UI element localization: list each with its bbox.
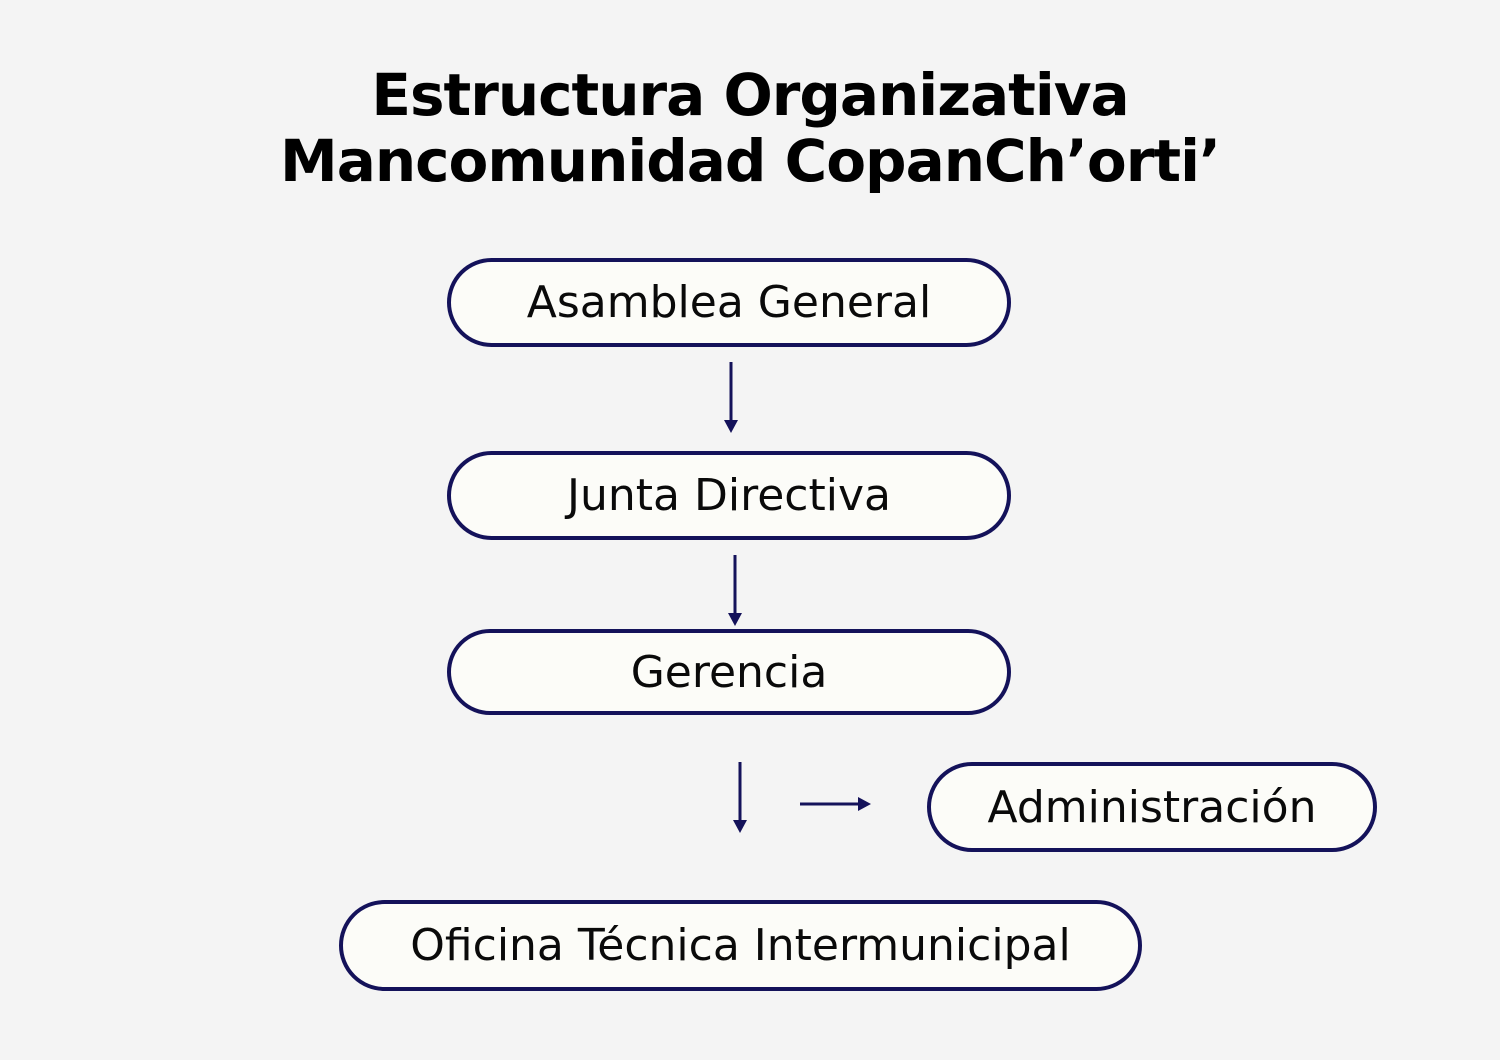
node-administracion: Administración bbox=[927, 762, 1377, 852]
node-junta-directiva: Junta Directiva bbox=[447, 451, 1011, 540]
node-asamblea-general: Asamblea General bbox=[447, 258, 1011, 347]
node-oficina-tecnica: Oficina Técnica Intermunicipal bbox=[339, 900, 1142, 991]
arrow-gerencia-to-oficina bbox=[733, 762, 747, 833]
title-line-1: Estructura Organizativa bbox=[371, 61, 1129, 129]
arrow-junta-to-gerencia bbox=[728, 555, 742, 626]
node-gerencia: Gerencia bbox=[447, 629, 1011, 715]
title-line-2: Mancomunidad CopanCh’orti’ bbox=[280, 127, 1220, 195]
arrow-to-administracion bbox=[800, 797, 871, 811]
diagram-title bbox=[0, 62, 1500, 194]
arrow-asamblea-to-junta bbox=[724, 362, 738, 433]
